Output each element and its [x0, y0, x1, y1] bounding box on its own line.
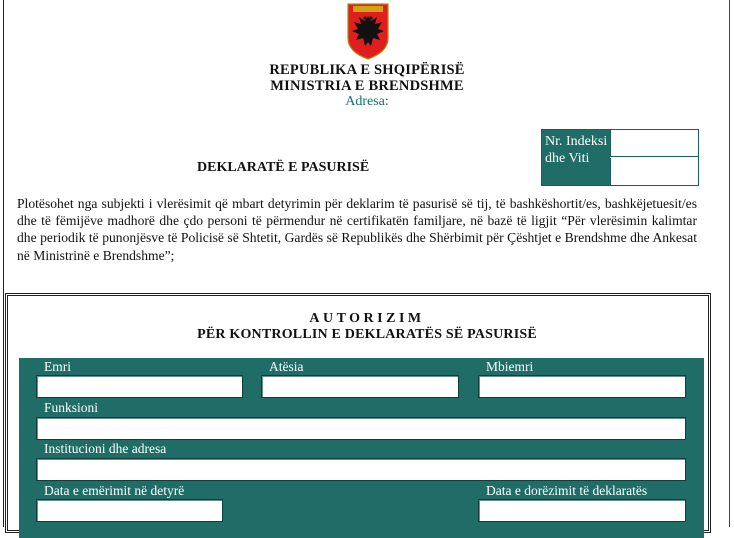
mbiemri-label: Mbiemri	[486, 359, 534, 374]
data-dorezimit-input[interactable]	[478, 499, 686, 522]
ministry-heading: MINISTRIA E BRENDSHME	[270, 78, 464, 94]
mbiemri-input[interactable]	[478, 375, 686, 398]
atesia-label: Atësia	[269, 359, 304, 374]
funksioni-label: Funksioni	[44, 400, 99, 415]
data-dorezimit-label: Data e dorëzimit të deklaratës	[486, 483, 648, 498]
declaration-title: DEKLARATË E PASURISË	[197, 160, 370, 175]
institucioni-input[interactable]	[36, 458, 686, 481]
atesia-input[interactable]	[261, 375, 459, 398]
authorization-title: AUTORIZIM	[309, 311, 425, 326]
funksioni-input[interactable]	[36, 417, 686, 440]
address-label: Adresa:	[345, 94, 389, 109]
data-emerimit-label: Data e emërimit në detyrë	[44, 483, 185, 498]
index-number-field[interactable]	[610, 130, 698, 157]
intro-paragraph: Plotësohet nga subjekti i vlerësimit që mbart detyrimin për deklarim të pasurisë së tij, të bashkëshortit/es, bashkëjetuesit/es dhe të fëmijëve madhorë dhe çdo personi të përmendur në certifikatën familjare, në bazë të ligjit “Për vlerësimin kalimtar dhe periodik të punonjësve të Policisë së Shtetit, Gardës së Republikës dhe Shërbimit për Çështjet e Brendshme dhe Ankesat në Ministrinë e Brendshme”;	[17, 196, 697, 263]
index-year-box	[541, 129, 699, 186]
emri-input[interactable]	[36, 375, 243, 398]
index-year-label: Nr. Indeksi dhe Viti	[542, 130, 610, 185]
data-emerimit-input[interactable]	[36, 499, 223, 522]
year-field[interactable]	[610, 158, 698, 185]
institucioni-label: Institucioni dhe adresa	[44, 441, 167, 456]
emri-label: Emri	[44, 359, 71, 374]
republic-heading: REPUBLIKA E SHQIPËRISË	[269, 62, 465, 78]
authorization-subtitle: PËR KONTROLLIN E DEKLARATËS SË PASURISË	[197, 327, 537, 342]
albanian-coat-of-arms-icon	[344, 2, 392, 60]
